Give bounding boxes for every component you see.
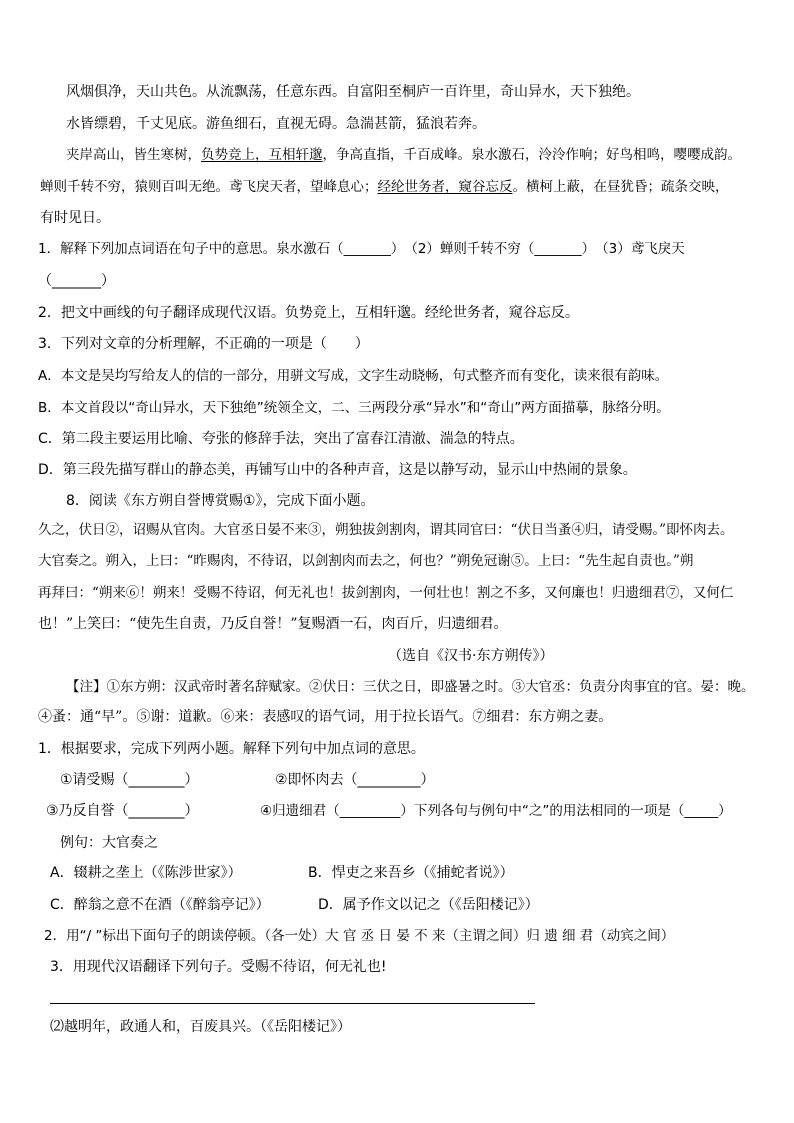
question-8-2: 2．用“/ ”标出下面句子的朗读停顿。（各一处）大 官 丞 日 晏 不 来（主谓之间）归 遗 细 君（动宾之间） xyxy=(44,928,675,944)
passage2-source: （选自《汉书·东方朔传》） xyxy=(388,648,554,664)
passage1-line-4-a: 蝉则千转不穷，猿则百叫无绝。鸢飞戾天者，望峰息心； xyxy=(40,179,378,195)
question-3-option-c: C．第二段主要运用比喻、夸张的修辞手法，突出了富春江清澈、湍急的特点。 xyxy=(38,431,524,447)
passage1-line-3 xyxy=(66,146,741,164)
passage1-line-1: 风烟俱净，天山共色。从流飘荡，任意东西。自富阳至桐庐一百许里，奇山异水，天下独绝。 xyxy=(66,84,640,100)
passage2-line-3: 再拜曰：“朔来⑥！朔来！受赐不待诏，何无礼也！拔剑割肉，一何壮也！割之不多，又何廉也！归遗细君⑦，又何仁 xyxy=(38,585,734,601)
passage2-line-4: 也！”上笑曰：“使先生自责，乃反自誉！”复赐酒一石，肉百斤，归遗细君。 xyxy=(38,616,508,632)
underlined-sentence-2: 经纶世务者，窥谷忘反 xyxy=(377,179,513,195)
passage2-line-2: 大官奏之。朔入，上曰：“昨赐肉，不待诏，以剑割肉而去之，何也？”朔免冠谢⑤。上曰：“先生起自责也。”朔 xyxy=(38,553,694,569)
passage1-line-4-b: 。横柯上蔽，在昼犹昏；疏条交映， xyxy=(512,179,729,195)
question-8-1-word-1: ①请受赐（________） xyxy=(60,772,199,788)
question-8-1-option-c: C．醉翁之意不在酒（《醉翁亭记》） xyxy=(50,897,270,913)
underlined-sentence-1: 负势竞上，互相轩邈 xyxy=(201,147,323,163)
question-3-option-b: B．本文首段以“奇山异水，天下独绝”统领全文，二、三两段分承“异水”和“奇山”两方面描摹，脉络分明。 xyxy=(38,400,670,416)
passage1-line-3-b: ，争高直指，千百成峰。泉水激石，泠泠作响；好鸟相鸣，嘤嘤成韵。 xyxy=(322,147,741,163)
question-8-1-word-4: ④归遗细君（_________）下列各句与例句中“之”的用法相同的一项是（_____） xyxy=(260,803,732,819)
question-8-1-example: 例句：大官奏之 xyxy=(60,835,158,851)
question-2: 2．把文中画线的句子翻译成现代汉语。负势竞上，互相轩邈。经纶世务者，窥谷忘反。 xyxy=(38,305,579,321)
question-3-stem: 3．下列对文章的分析理解，不正确的一项是（ ） xyxy=(38,336,369,352)
question-8-1-stem: 1．根据要求，完成下列两小题。解释下列句中加点词的意思。 xyxy=(38,741,425,757)
question-8-1-option-b: B．悍吏之来吾乡（《捕蛇者说》） xyxy=(308,865,514,881)
question-1-line-1: 1．解释下列加点词语在句子中的意思。泉水激石（_______） （2）蝉则千转不穷（_______） （3）鸢飞戾天 xyxy=(38,241,685,257)
question-1-line-2: （_______） xyxy=(38,273,115,289)
question-8-intro: 8．阅读《东方朔自誉博赏赐①》，完成下面小题。 xyxy=(66,493,375,509)
question-3-option-d: D．第三段先描写群山的静态美，再铺写山中的各种声音，这是以静写动，显示山中热闹的景象。 xyxy=(38,462,637,478)
passage2-line-1: 久之，伏日②，诏赐从官肉。大官丞日晏不来③，朔独拔剑割肉，谓其同官曰：“伏日当蚤④归，请受赐。”即怀肉去。 xyxy=(38,522,734,538)
passage1-line-2: 水皆缥碧，千丈见底。游鱼细石，直视无碍。急湍甚箭，猛浪若奔。 xyxy=(66,116,486,132)
question-8-3-sentence-2: ⑵越明年，政通人和，百废具兴。（《岳阳楼记》） xyxy=(50,1019,351,1035)
question-8-1-word-3: ③乃反自誉（________） xyxy=(46,803,199,819)
notes-line-1: 【注】①东方朔：汉武帝时著名辞赋家。②伏日：三伏之日，即盛暑之时。③大官丞：负责分肉事宜的官。晏：晚。 xyxy=(66,679,755,695)
answer-line xyxy=(50,1003,535,1004)
notes-line-2: ④蚤：通“早”。⑤谢：道歉。⑥来：表感叹的语气词，用于拉长语气。⑦细君：东方朔之妻。 xyxy=(38,709,613,725)
passage1-line-5: 有时见日。 xyxy=(40,210,110,226)
passage1-line-4 xyxy=(40,178,729,196)
question-8-1-option-a: A．辍耕之垄上（《陈涉世家》） xyxy=(50,865,242,881)
passage1-line-3-a: 夹岸高山，皆生寒树， xyxy=(66,147,201,163)
question-3-option-a: A．本文是吴均写给友人的信的一部分，用骈文写成，文字生动晓畅，句式整齐而有变化，读来很有韵味。 xyxy=(38,368,669,384)
question-8-3: 3．用现代汉语翻译下列句子。受赐不待诏，何无礼也! xyxy=(50,959,387,975)
question-8-1-word-2: ②即怀肉去（_________） xyxy=(275,772,435,788)
question-8-1-option-d: D．属予作文以记之（《岳阳楼记》） xyxy=(318,897,539,913)
